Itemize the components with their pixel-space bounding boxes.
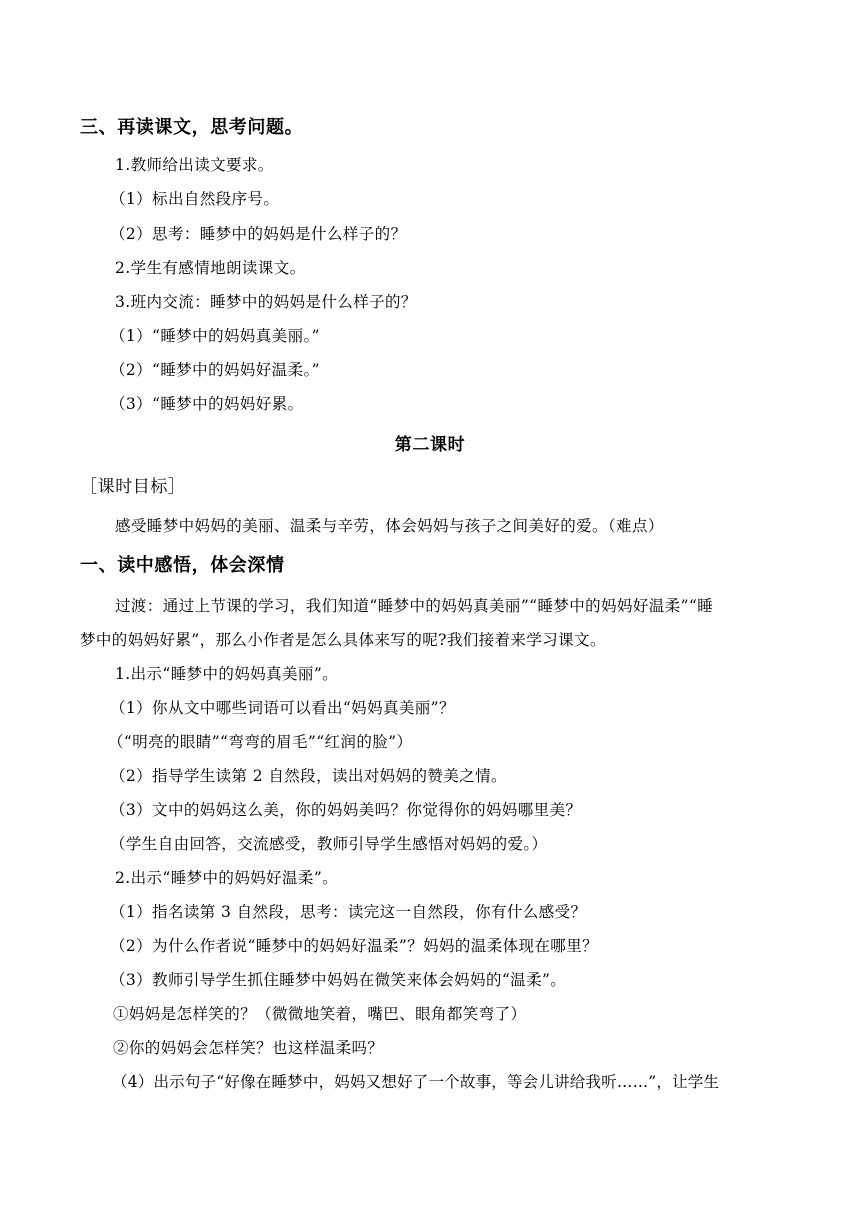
list-item: （2）“睡梦中的妈妈好温柔。” — [110, 361, 320, 379]
list-item: 2.学生有感情地朗读课文。 — [115, 259, 306, 277]
list-item: （2）思考：睡梦中的妈妈是什么样子的？ — [110, 225, 407, 243]
list-item: （1）“睡梦中的妈妈真美丽。” — [110, 327, 320, 345]
list-item: ②你的妈妈会怎样笑？也这样温柔吗？ — [113, 1039, 384, 1057]
objective-label: ［课时目标］ — [80, 477, 186, 497]
list-item: ①妈妈是怎样笑的？（微微地笑着，嘴巴、眼角都笑弯了） — [113, 1005, 527, 1023]
list-item: （3）文中的妈妈这么美，你的妈妈美吗？你觉得你的妈妈哪里美？ — [110, 801, 582, 819]
list-item: 1.出示“睡梦中的妈妈真美丽”。 — [115, 665, 339, 683]
list-item: （学生自由回答，交流感受，教师引导学生感悟对妈妈的爱。） — [110, 835, 548, 853]
list-item: 3.班内交流：睡梦中的妈妈是什么样子的？ — [115, 293, 417, 311]
list-item: （1）你从文中哪些词语可以看出“妈妈真美丽”？ — [110, 699, 455, 717]
section-heading: 三、再读课文，思考问题。 — [80, 117, 304, 138]
list-item: 2.出示“睡梦中的妈妈好温柔”。 — [115, 869, 339, 887]
paragraph-line: 过渡：通过上节课的学习，我们知道“睡梦中的妈妈真美丽”“睡梦中的妈妈好温柔”“睡 — [115, 597, 714, 615]
objective-text: 感受睡梦中妈妈的美丽、温柔与辛劳，体会妈妈与孩子之间美好的爱。（难点） — [115, 517, 664, 535]
list-item: （2）为什么作者说“睡梦中的妈妈好温柔”？妈妈的温柔体现在哪里？ — [110, 937, 599, 955]
list-item: （4）出示句子“好像在睡梦中，妈妈又想好了一个故事，等会儿讲给我听……”，让学生 — [112, 1073, 720, 1091]
list-item: （3）教师引导学生抓住睡梦中妈妈在微笑来体会妈妈的“温柔”。 — [110, 971, 567, 989]
list-item: （“明亮的眼睛”“弯弯的眉毛”“红润的脸”） — [108, 733, 413, 751]
list-item: （1）标出自然段序号。 — [110, 190, 280, 208]
list-item: （2）指导学生读第 2 自然段，读出对妈妈的赞美之情。 — [110, 767, 507, 785]
list-item: 1.教师给出读文要求。 — [115, 156, 274, 174]
lesson-title: 第二课时 — [394, 435, 466, 455]
list-item: （3）“睡梦中的妈妈好累。 — [110, 395, 304, 413]
paragraph-line: 梦中的妈妈好累”，那么小作者是怎么具体来写的呢?我们接着来学习课文。 — [80, 631, 606, 649]
section-heading: 一、读中感悟，体会深情 — [80, 555, 285, 576]
list-item: （1）指名读第 3 自然段，思考：读完这一自然段，你有什么感受？ — [110, 903, 587, 921]
